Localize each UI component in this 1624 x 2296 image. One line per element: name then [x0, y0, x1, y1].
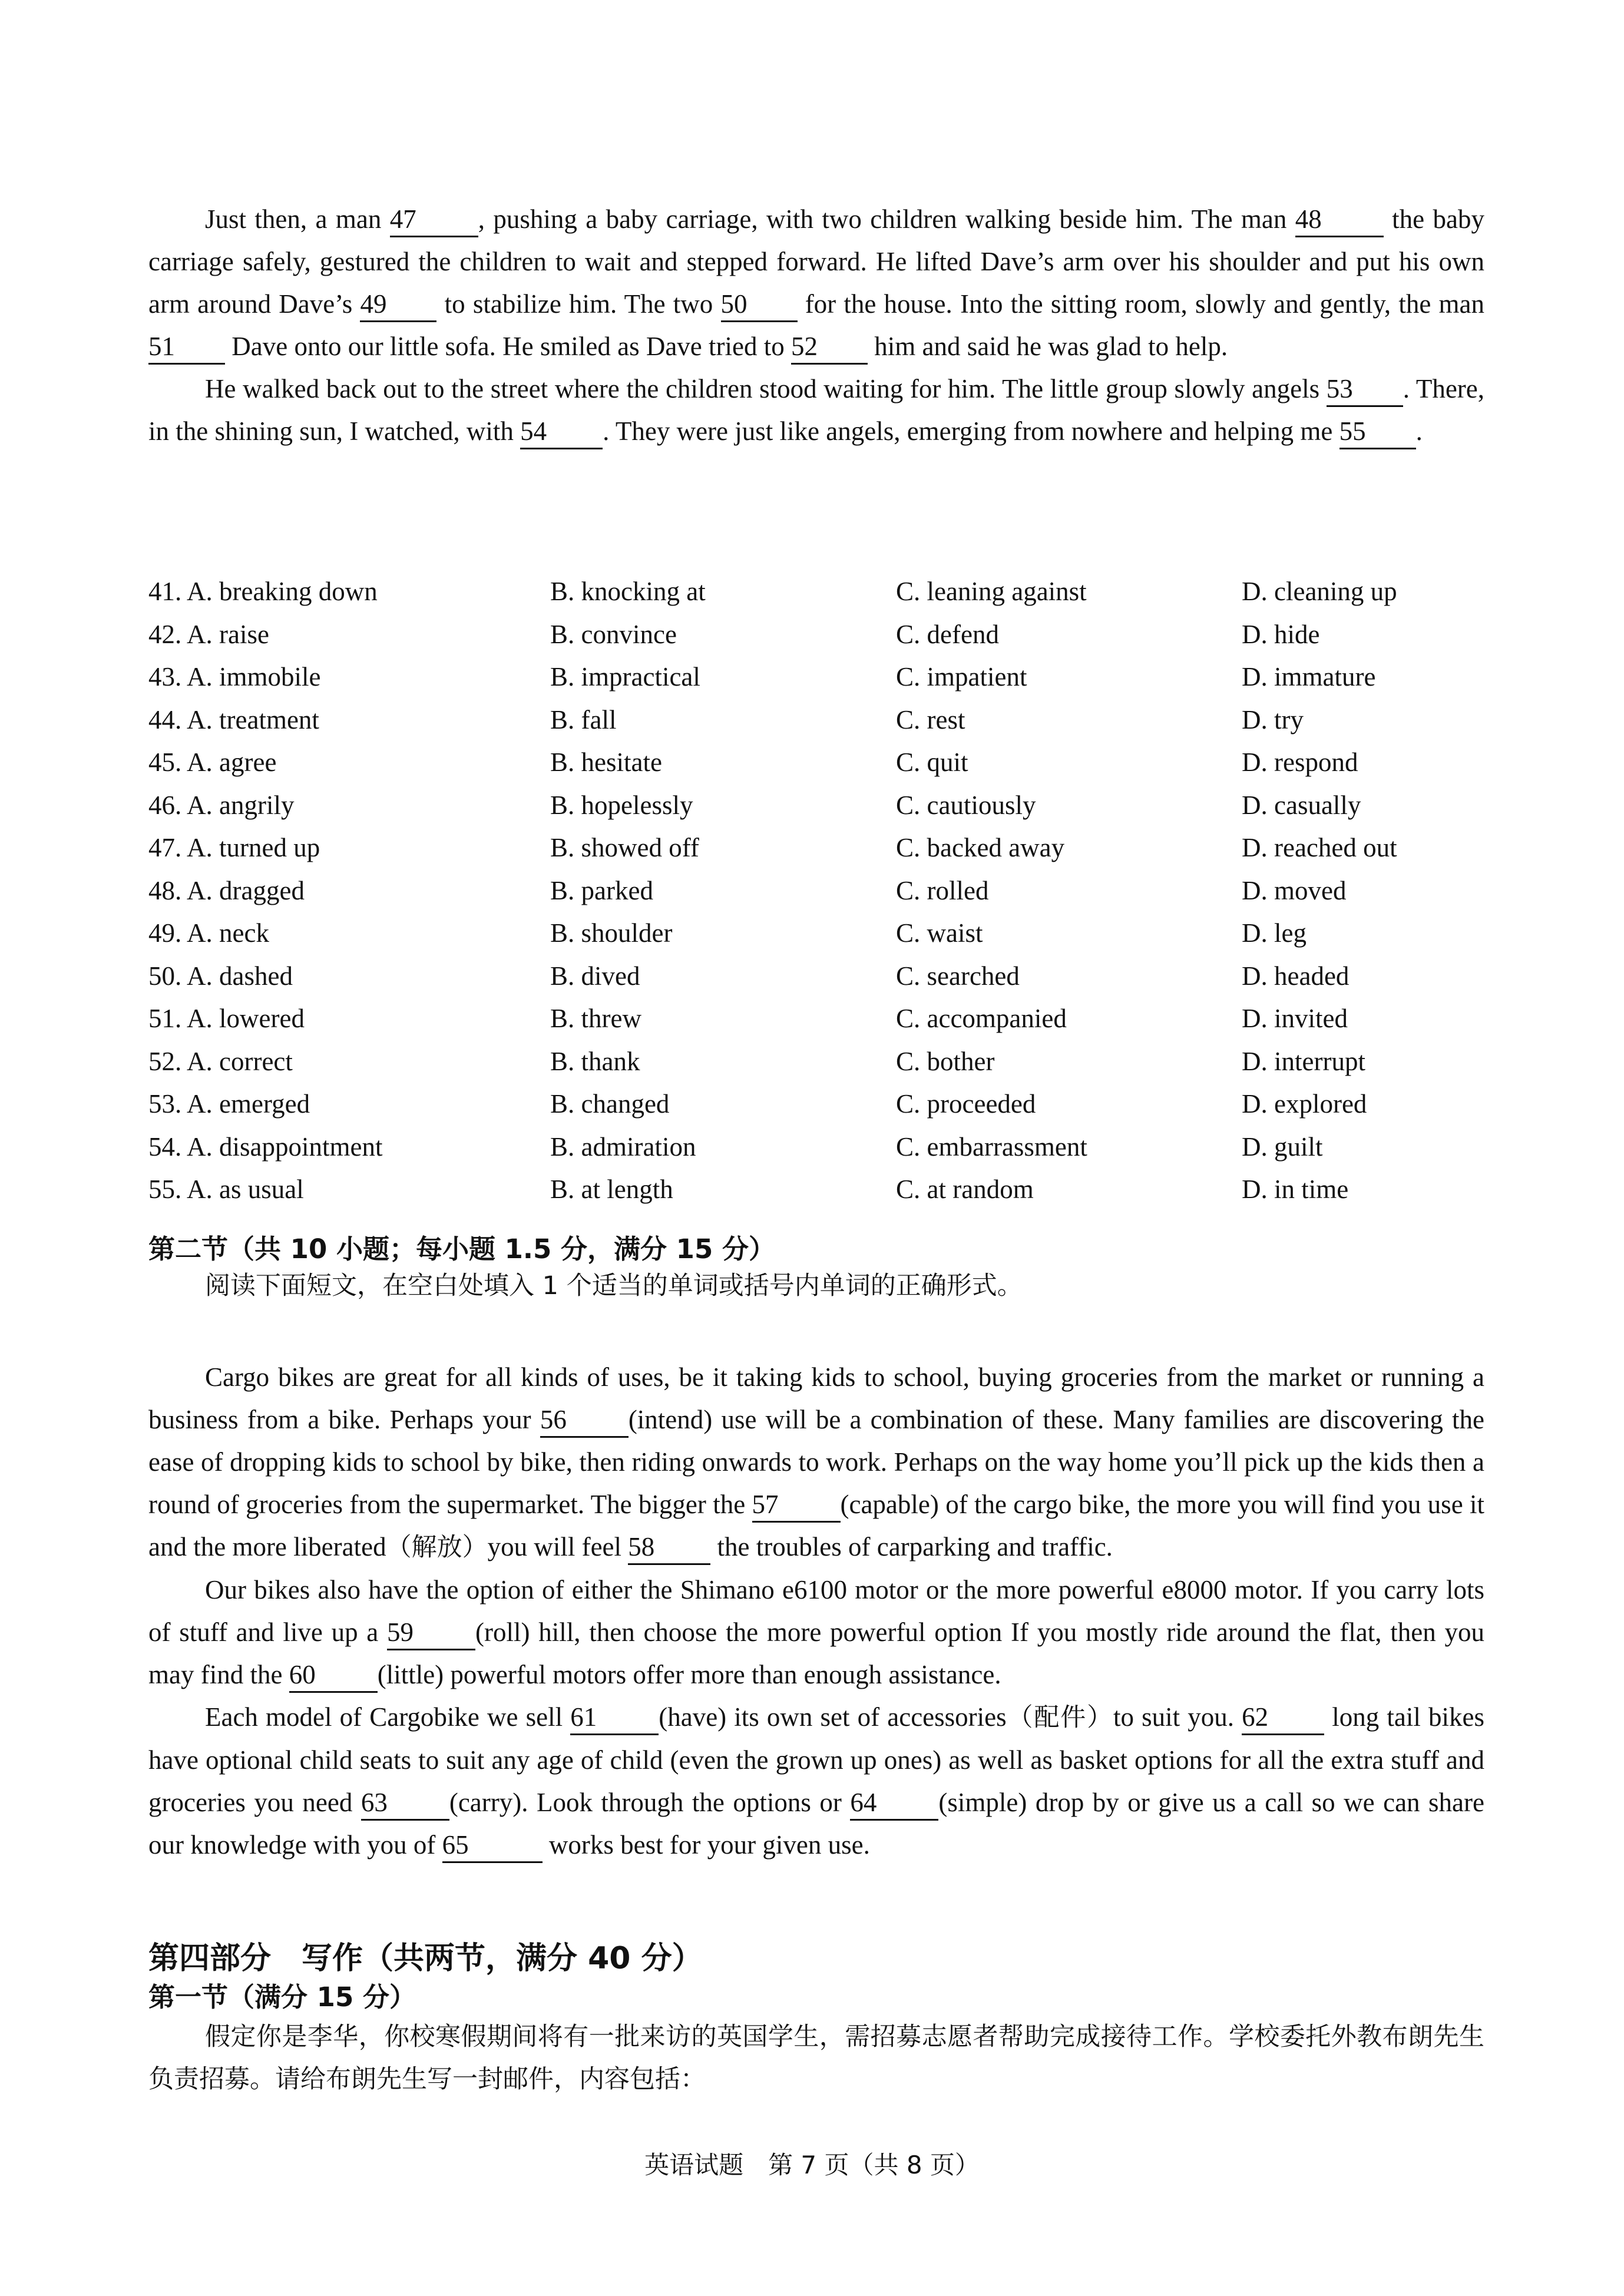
option-b: B. fall: [550, 704, 617, 735]
text: , pushing a baby carriage, with two children walking beside him. The man: [478, 204, 1295, 234]
blank-51: 51: [148, 330, 225, 365]
part-4-prompt: 假定你是李华，你校寒假期间将有一批来访的英国学生，需招募志愿者帮助完成接待工作。学校委托外教布朗先生负责招募。请给布朗先生写一封邮件，内容包括：: [148, 2022, 1484, 2094]
option-row: [148, 997, 1484, 1040]
option-a: 44. A. treatment: [148, 704, 319, 735]
option-row: [148, 826, 1484, 869]
option-a: 55. A. as usual: [148, 1175, 304, 1204]
option-a: 51. A. lowered: [148, 1004, 305, 1033]
option-c: C. searched: [896, 961, 1020, 991]
option-row: [148, 1126, 1484, 1169]
option-c: C. rolled: [896, 875, 989, 905]
blank-53: 53: [1327, 372, 1403, 407]
text: .: [1415, 416, 1423, 446]
option-d: D. respond: [1242, 747, 1358, 777]
grammar-passage: [148, 1356, 1484, 1866]
blank-65: 65: [442, 1828, 543, 1863]
option-row: [148, 784, 1484, 827]
option-a: 49. A. neck: [148, 918, 269, 948]
paragraph-2: [148, 1569, 1484, 1696]
text: you will feel: [487, 1532, 629, 1561]
option-c: C. defend: [896, 619, 999, 649]
option-a: 52. A. correct: [148, 1046, 293, 1076]
blank-64: 64: [850, 1786, 938, 1821]
option-d: D. moved: [1242, 875, 1347, 905]
option-d: D. immature: [1242, 662, 1376, 692]
blank-47: 47: [390, 203, 478, 237]
part-4: [148, 1938, 1484, 2100]
option-row: [148, 656, 1484, 699]
blank-57: 57: [752, 1488, 841, 1523]
blank-48: 48: [1295, 203, 1384, 237]
text: (simple) drop by or give us a call so we can share our knowledge with you of: [148, 1788, 1484, 1860]
option-c: C. rest: [896, 704, 965, 735]
option-b: B. knocking at: [550, 577, 706, 606]
option-d: D. reached out: [1242, 833, 1397, 862]
option-c: C. waist: [896, 918, 983, 948]
option-b: B. impractical: [550, 662, 700, 692]
text: Our bikes also have the option of either the Shimano e6100 motor or the more powerful e8000 motor. If you carry lots of stuff and live up a: [148, 1575, 1484, 1647]
option-b: B. threw: [550, 1004, 641, 1033]
chinese-gloss: （解放）: [386, 1533, 488, 1562]
text: (capable) of the cargo bike, the more you will find you use it and the more liberated: [148, 1490, 1484, 1561]
part-4-heading: 第四部分 写作（共两节，满分 40 分）: [148, 1941, 703, 1976]
option-b: B. admiration: [550, 1132, 696, 1162]
option-row: [148, 869, 1484, 912]
paragraph-1: [148, 1356, 1484, 1569]
text: Dave onto our little sofa. He smiled as Dave tried to: [225, 332, 791, 361]
chinese-gloss: （配件）: [1006, 1703, 1114, 1732]
option-c: C. embarrassment: [896, 1132, 1087, 1162]
text: (carry). Look through the options or: [449, 1788, 851, 1817]
text: him and said he was glad to help.: [868, 332, 1228, 361]
text: works best for your given use.: [542, 1830, 870, 1860]
option-a: 43. A. immobile: [148, 662, 321, 692]
text: for the house. Into the sitting room, slowly and gently, the man: [797, 289, 1484, 319]
blank-59: 59: [387, 1616, 475, 1650]
paragraph-1: [148, 198, 1484, 368]
option-b: B. dived: [550, 961, 640, 991]
option-c: C. bother: [896, 1046, 995, 1076]
blank-50: 50: [721, 287, 798, 322]
text: (intend) use will be a combination of these. Many families are discovering the ease of dropping kids to school by bike, then riding onwards to work. Perhaps on the way home you’ll pick up the kids then a round of groceries from the supermarket. The bigger the: [148, 1405, 1484, 1519]
cloze-passage: [148, 198, 1484, 452]
section-2-instruction: 阅读下面短文，在空白处填入 1 个适当的单词或括号内单词的正确形式。: [205, 1271, 1023, 1301]
blank-61: 61: [570, 1701, 659, 1735]
section-2: [148, 1231, 1484, 1304]
option-b: B. hesitate: [550, 747, 662, 777]
text: long tail bikes have optional child seats to suit any age of child (even the grown up ones) as well as basket options for all the extra stuff and groceries you need: [148, 1702, 1484, 1817]
text: to suit you.: [1113, 1702, 1242, 1732]
blank-63: 63: [361, 1786, 449, 1821]
option-c: C. impatient: [896, 662, 1027, 692]
option-a: 42. A. raise: [148, 619, 269, 649]
option-row: [148, 741, 1484, 784]
option-d: D. try: [1242, 704, 1304, 735]
blank-60: 60: [289, 1658, 378, 1693]
option-a: 48. A. dragged: [148, 875, 305, 905]
option-c: C. quit: [896, 747, 968, 777]
option-b: B. showed off: [550, 833, 699, 862]
option-row: [148, 1083, 1484, 1126]
option-d: D. casually: [1242, 790, 1361, 820]
option-b: B. thank: [550, 1046, 640, 1076]
text: Just then, a man: [205, 204, 390, 234]
option-c: C. backed away: [896, 833, 1065, 862]
option-row: [148, 1040, 1484, 1083]
blank-49: 49: [360, 287, 436, 322]
page-footer: 英语试题 第 7 页（共 8 页）: [644, 2151, 980, 2179]
text: the troubles of carparking and traffic.: [710, 1532, 1113, 1561]
blank-56: 56: [540, 1403, 629, 1438]
text: He walked back out to the street where the children stood waiting for him. The little group slowly angels: [205, 374, 1327, 403]
paragraph-2: [148, 368, 1484, 452]
option-d: D. headed: [1242, 961, 1350, 991]
text: (little) powerful motors offer more than enough assistance.: [377, 1660, 1001, 1689]
options-list: [148, 570, 1484, 1211]
blank-58: 58: [628, 1530, 710, 1565]
option-row: [148, 955, 1484, 998]
option-c: C. at random: [896, 1175, 1034, 1204]
part-4-sub-heading: 第一节（满分 15 分）: [148, 1981, 416, 2013]
option-c: C. accompanied: [896, 1004, 1067, 1033]
option-a: 53. A. emerged: [148, 1089, 310, 1119]
option-b: B. shoulder: [550, 918, 673, 948]
option-d: D. interrupt: [1242, 1046, 1365, 1076]
text: Cargo bikes are great for all kinds of uses, be it taking kids to school, buying groceries from the market or running a business from a bike. Perhaps your: [148, 1362, 1484, 1434]
option-a: 50. A. dashed: [148, 961, 293, 991]
paragraph-3: [148, 1696, 1484, 1866]
option-row: [148, 912, 1484, 955]
option-d: D. guilt: [1242, 1132, 1323, 1162]
text: . They were just like angels, emerging from nowhere and helping me: [603, 416, 1339, 446]
option-b: B. hopelessly: [550, 790, 693, 820]
option-a: 45. A. agree: [148, 747, 277, 777]
option-a: 41. A. breaking down: [148, 577, 378, 606]
text: Each model of Cargobike we sell: [205, 1702, 571, 1732]
option-d: D. invited: [1242, 1004, 1348, 1033]
option-c: C. proceeded: [896, 1089, 1036, 1119]
option-c: C. leaning against: [896, 577, 1087, 606]
text: . There, in the shining sun, I watched, with: [148, 374, 1485, 446]
option-a: 46. A. angrily: [148, 790, 295, 820]
blank-55: 55: [1339, 415, 1416, 449]
blank-62: 62: [1242, 1701, 1324, 1735]
option-d: D. leg: [1242, 918, 1307, 948]
option-b: B. convince: [550, 619, 677, 649]
option-row: [148, 699, 1484, 742]
option-c: C. cautiously: [896, 790, 1036, 820]
option-a: 47. A. turned up: [148, 833, 320, 862]
blank-52: 52: [791, 330, 868, 365]
option-d: D. in time: [1242, 1175, 1349, 1204]
option-row: [148, 1168, 1484, 1211]
option-row: [148, 613, 1484, 656]
option-d: D. hide: [1242, 619, 1320, 649]
text: (roll) hill, then choose the more powerful option If you mostly ride around the flat, then you may find the: [148, 1617, 1484, 1689]
option-a: 54. A. disappointment: [148, 1132, 383, 1162]
option-d: D. explored: [1242, 1089, 1367, 1119]
option-row: [148, 570, 1484, 613]
text: (have) its own set of accessories: [659, 1702, 1007, 1732]
option-b: B. parked: [550, 875, 653, 905]
section-2-heading: 第二节（共 10 小题；每小题 1.5 分，满分 15 分）: [148, 1233, 775, 1265]
option-b: B. at length: [550, 1175, 673, 1204]
blank-54: 54: [520, 415, 603, 449]
option-b: B. changed: [550, 1089, 670, 1119]
option-d: D. cleaning up: [1242, 577, 1397, 606]
text: to stabilize him. The two: [436, 289, 721, 319]
text: the baby carriage safely, gestured the children to wait and stepped forward. He lifted Dave’s arm over his shoulder and put his own arm around Dave’s: [148, 204, 1484, 319]
